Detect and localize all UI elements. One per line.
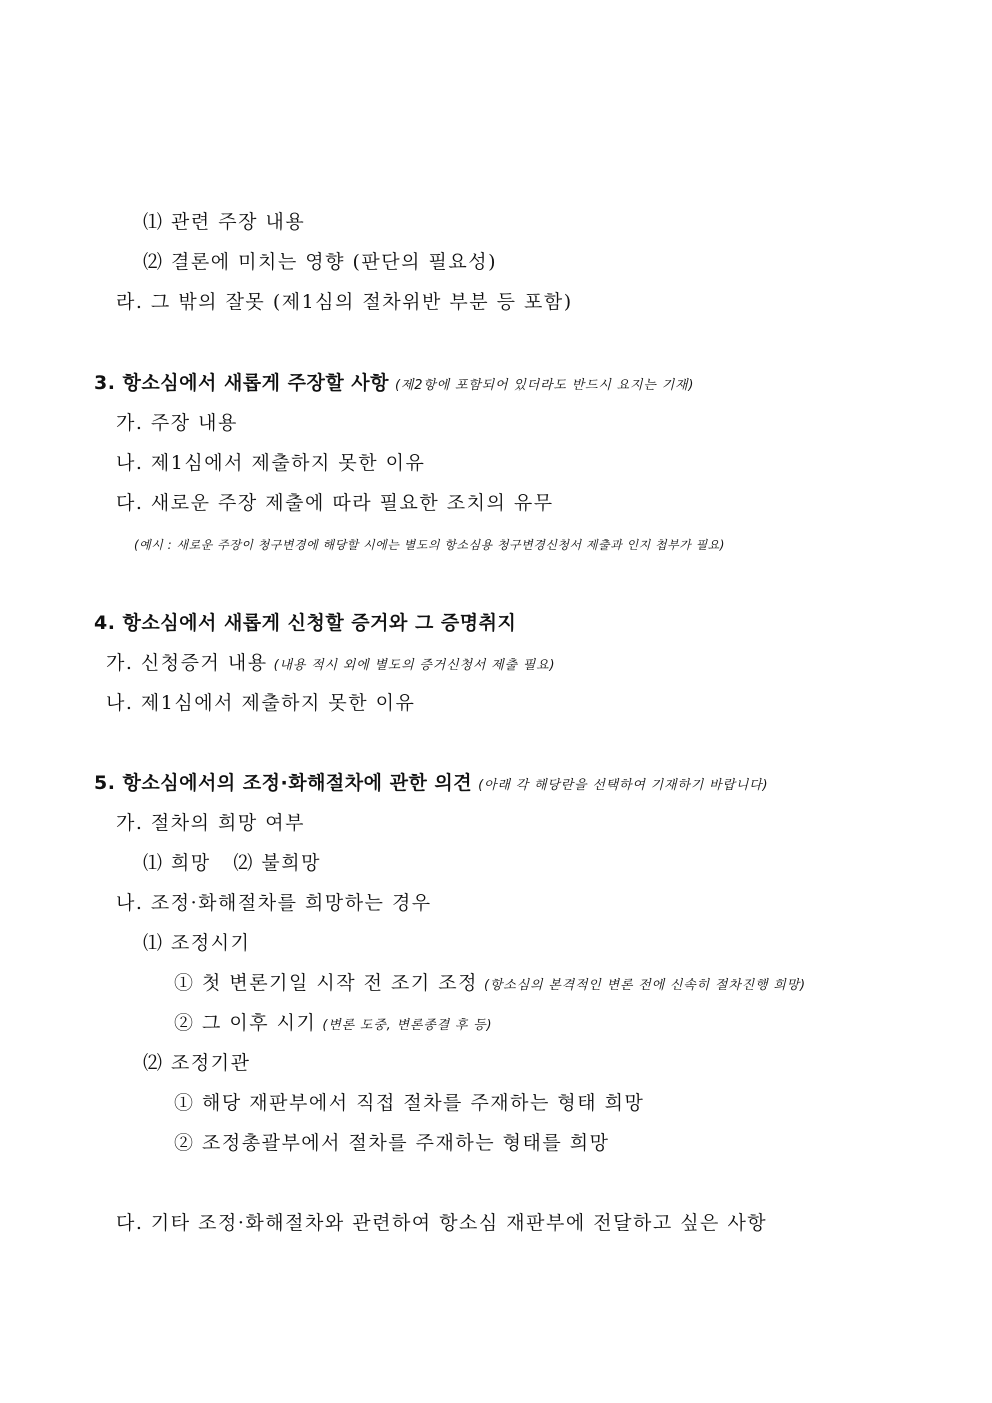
s2-item-2: ⑵ 결론에 미치는 영향 (판단의 필요성) bbox=[143, 251, 497, 273]
section-3-heading-line bbox=[94, 370, 694, 399]
s3-da: 다. 새로운 주장 제출에 따라 필요한 조치의 유무 bbox=[116, 492, 554, 514]
s5-timing-1: ① 첫 변론기일 시작 전 조기 조정 bbox=[174, 972, 478, 994]
s4-ga: 가. 신청증거 내용 bbox=[106, 652, 268, 674]
section-3-heading: 3. 항소심에서 새롭게 주장할 사항 bbox=[94, 372, 389, 394]
section-5-note: (아래 각 해당란을 선택하여 기재하기 바랍니다) bbox=[478, 778, 769, 793]
section-4-heading: 4. 항소심에서 새롭게 신청할 증거와 그 증명취지 bbox=[94, 612, 517, 634]
s5-body: ⑵ 조정기관 bbox=[143, 1052, 251, 1074]
s5-timing-2: ② 그 이후 시기 bbox=[174, 1012, 317, 1034]
s5-timing-2-note: (변론 도중, 변론종결 후 등) bbox=[322, 1018, 493, 1033]
s2-item-ra: 라. 그 밖의 잘못 (제1심의 절차위반 부분 등 포함) bbox=[116, 291, 573, 313]
s3-example-note: (예시 : 새로운 주장이 청구변경에 해당할 시에는 별도의 항소심용 청구변경신청서 제출과 인지 첩부가 필요) bbox=[134, 538, 725, 552]
s5-na: 나. 조정·화해절차를 희망하는 경우 bbox=[116, 892, 432, 914]
s3-ga: 가. 주장 내용 bbox=[116, 412, 238, 434]
s5-ga: 가. 절차의 희망 여부 bbox=[116, 812, 305, 834]
s5-da: 다. 기타 조정·화해절차와 관련하여 항소심 재판부에 전달하고 싶은 사항 bbox=[116, 1212, 768, 1234]
s5-timing: ⑴ 조정시기 bbox=[143, 932, 251, 954]
s5-ga-options: ⑴ 희망 ⑵ 불희망 bbox=[143, 852, 321, 874]
s3-na: 나. 제1심에서 제출하지 못한 이유 bbox=[116, 452, 426, 474]
section-4-heading-line bbox=[94, 610, 516, 636]
section-5-heading-line bbox=[94, 770, 768, 799]
s5-body-2: ② 조정총괄부에서 절차를 주재하는 형태를 희망 bbox=[174, 1132, 610, 1154]
s5-timing-2-line bbox=[174, 1010, 492, 1039]
s5-timing-1-note: (항소심의 본격적인 변론 전에 신속히 절차진행 희망) bbox=[484, 978, 806, 993]
section-3-note: (제2항에 포함되어 있더라도 반드시 요지는 기재) bbox=[395, 378, 695, 393]
section-5-heading: 5. 항소심에서의 조정·화해절차에 관한 의견 bbox=[94, 772, 473, 794]
s4-ga-note: (내용 적시 외에 별도의 증거신청서 제출 필요) bbox=[273, 658, 556, 673]
s5-body-1: ① 해당 재판부에서 직접 절차를 주재하는 형태 희망 bbox=[174, 1092, 645, 1114]
s2-item-1: ⑴ 관련 주장 내용 bbox=[143, 211, 306, 233]
s5-timing-1-line bbox=[174, 970, 806, 999]
s4-na: 나. 제1심에서 제출하지 못한 이유 bbox=[106, 692, 416, 714]
s4-ga-line bbox=[106, 650, 555, 679]
